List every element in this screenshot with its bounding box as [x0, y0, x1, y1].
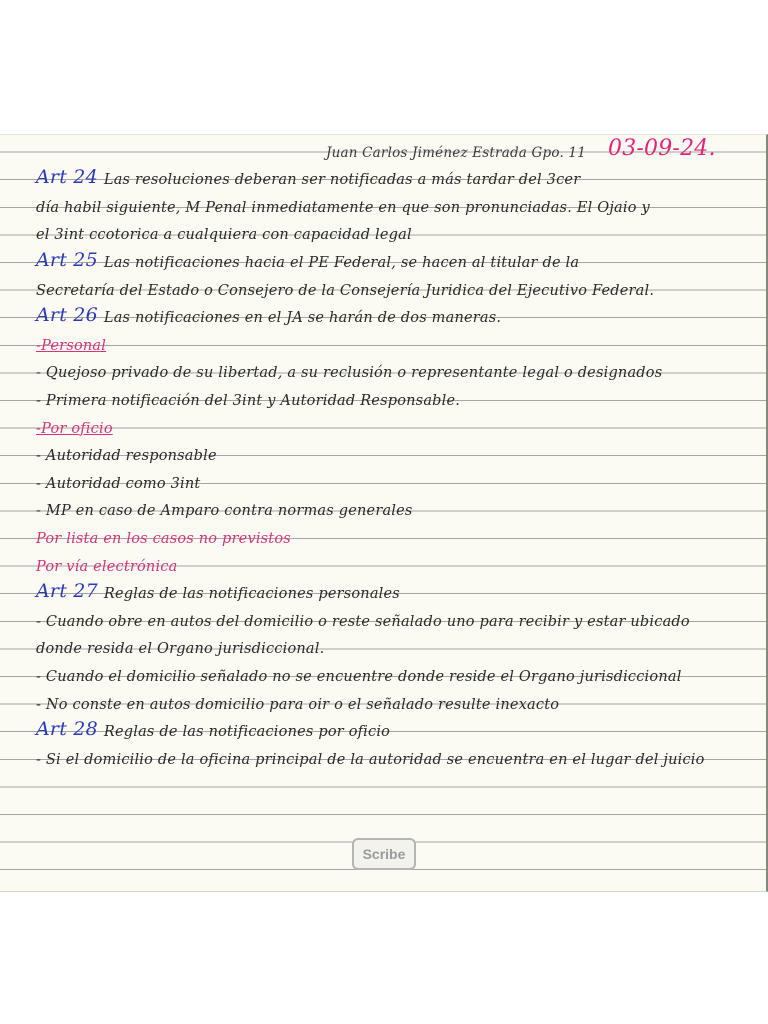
note-line — [0, 549, 766, 577]
article-number: Art 28 — [36, 718, 98, 741]
note-text: el 3int ccotorica a cualquiera con capacidad legal — [36, 227, 412, 244]
note-line — [0, 632, 766, 660]
note-line — [0, 577, 766, 605]
note-text: donde resida el Organo jurisdiccional. — [36, 641, 325, 658]
note-line — [0, 521, 766, 549]
note-line — [0, 604, 766, 632]
note-line — [0, 466, 766, 494]
notebook-page — [0, 134, 768, 892]
note-line — [0, 328, 766, 356]
note-text: Por vía electrónica — [36, 558, 178, 575]
note-text: Las notificaciones hacia el PE Federal, se hacen al titular de la — [103, 254, 580, 271]
student-name: Juan Carlos Jiménez Estrada Gpo. 11 — [326, 144, 587, 161]
note-text: - MP en caso de Amparo contra normas generales — [36, 503, 413, 520]
scribd-logo[interactable]: Scribe — [352, 838, 416, 870]
note-line — [0, 742, 766, 770]
note-line — [0, 245, 766, 273]
note-text: -Por oficio — [36, 420, 113, 437]
note-line — [0, 356, 766, 384]
note-text: - Autoridad responsable — [36, 448, 217, 465]
note-line — [0, 273, 766, 301]
note-text: día habil siguiente, M Penal inmediatamente en que son pronunciadas. El Ojaio y — [36, 199, 650, 216]
article-number: Art 27 — [36, 580, 98, 603]
note-line — [0, 715, 766, 743]
note-text: - No conste en autos domicilio para oir o el señalado resulte inexacto — [36, 696, 560, 713]
note-line — [0, 383, 766, 411]
note-text: - Si el domicilio de la oficina principal de la autoridad se encuentra en el lugar del juicio — [36, 751, 705, 768]
note-text: - Autoridad como 3int — [36, 475, 201, 492]
note-line — [0, 439, 766, 467]
note-text: Reglas de las notificaciones personales — [103, 586, 400, 603]
note-line — [0, 659, 766, 687]
note-date: 03-09-24. — [608, 135, 716, 161]
note-line — [0, 218, 766, 246]
note-text: Reglas de las notificaciones por oficio — [103, 724, 391, 741]
note-text: Secretaría del Estado o Consejero de la Consejería Juridica del Ejecutivo Federal. — [36, 282, 655, 299]
note-text: - Cuando el domicilio señalado no se encuentre donde reside el Organo jurisdiccional — [36, 668, 682, 685]
note-text: -Personal — [36, 337, 107, 354]
note-text: Las notificaciones en el JA se harán de dos maneras. — [103, 310, 502, 327]
note-line — [0, 494, 766, 522]
note-line — [0, 163, 766, 191]
article-number: Art 25 — [36, 248, 98, 271]
note-text: Por lista en los casos no previstos — [36, 530, 291, 547]
note-text: Las resoluciones deberan ser notificadas a más tardar del 3cer — [103, 172, 581, 189]
note-line — [0, 301, 766, 329]
note-line — [0, 687, 766, 715]
note-line — [0, 190, 766, 218]
note-text: - Primera notificación del 3int y Autoridad Responsable. — [36, 392, 461, 409]
note-text: - Cuando obre en autos del domicilio o reste señalado uno para recibir y estar ubicado — [36, 613, 690, 630]
note-line — [0, 411, 766, 439]
article-number: Art 24 — [36, 166, 98, 189]
note-text: - Quejoso privado de su libertad, a su reclusión o representante legal o designados — [36, 365, 663, 382]
article-number: Art 26 — [36, 304, 98, 327]
header-line — [0, 135, 766, 163]
